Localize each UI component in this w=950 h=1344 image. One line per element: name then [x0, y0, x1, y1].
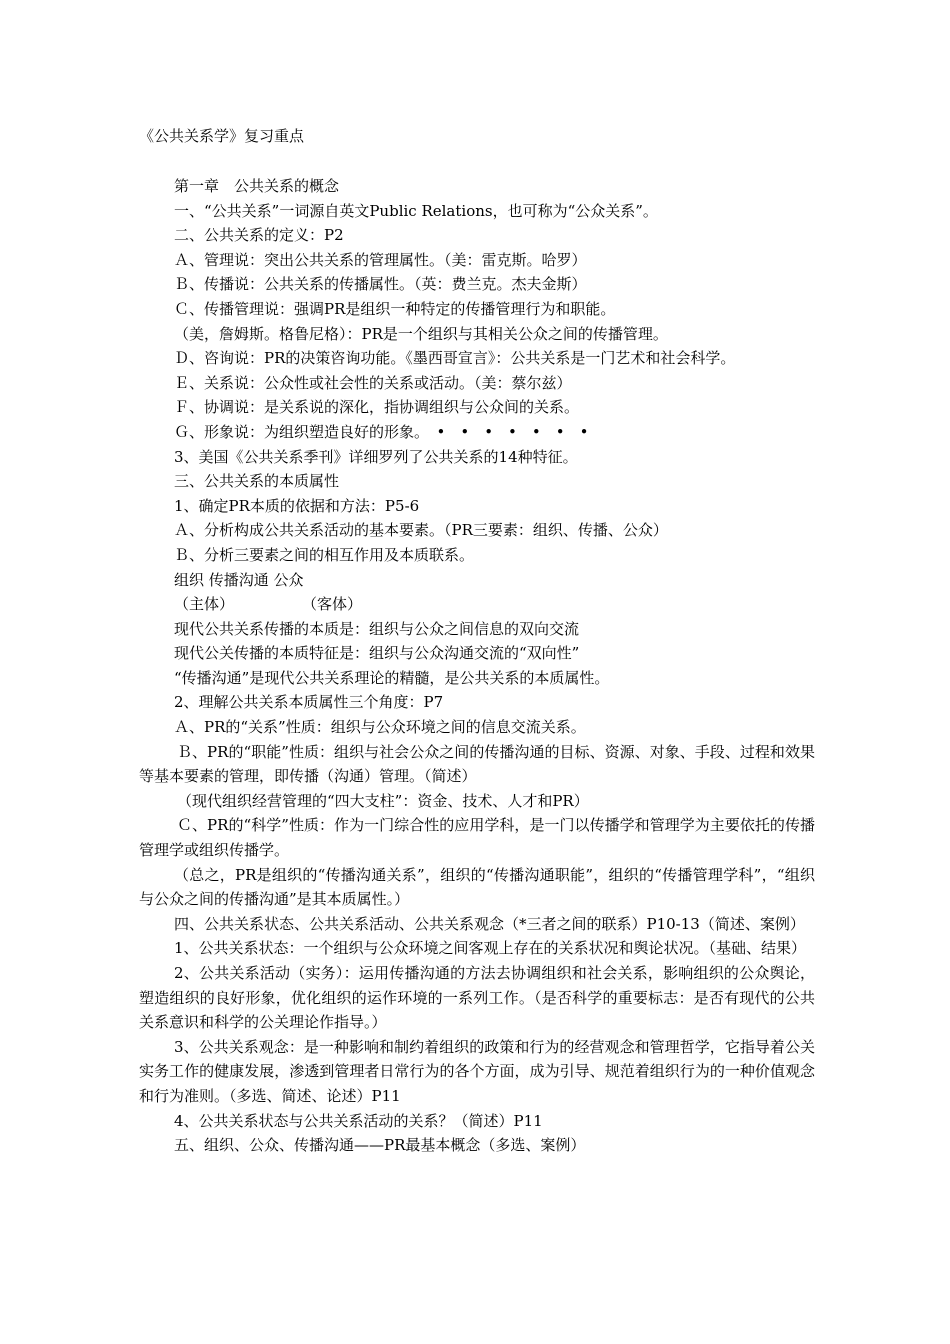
text-line: 一、“公共关系”一词源自英文Public Relations，也可称为“公众关系”。 — [174, 201, 658, 220]
text-line: Ａ、PR的“关系”性质：组织与公众环境之间的信息交流关系。 — [174, 718, 586, 737]
text-line: 现代公共关系传播的本质是：组织与公众之间信息的双向交流 — [174, 619, 580, 638]
text-line: Ｆ、协调说：是关系说的深化，指协调组织与公众间的关系。 — [174, 398, 580, 417]
paragraph: （总之，PR是组织的“传播沟通关系”，组织的“传播沟通职能”，组织的“传播管理学科”，“组织与公众之间的传播沟通”是其本质属性。） — [139, 865, 815, 909]
role-labels-line — [139, 592, 815, 617]
paragraph: Ｂ、PR的“职能”性质：组织与社会公众之间的传播沟通的目标、资源、对象、手段、过程和效果等基本要素的管理，即传播（沟通）管理。（简述） — [139, 742, 815, 786]
text-line: 3、美国《公共关系季刊》详细罗列了公共关系的14种特征。 — [174, 447, 578, 466]
text-line: Ａ、分析构成公共关系活动的基本要素。（PR三要素：组织、传播、公众） — [174, 521, 668, 540]
paragraph: （现代组织经营管理的“四大支柱”：资金、技术、人才和PR） — [177, 791, 589, 810]
text-line: Ｅ、关系说：公众性或社会性的关系或活动。（美：蔡尔兹） — [174, 373, 572, 392]
text-line: Ｃ、传播管理说：强调PR是组织一种特定的传播管理行为和职能。 — [174, 299, 616, 318]
text-line: 组织 传播沟通 公众 — [174, 570, 304, 589]
text-line: “传播沟通”是现代公共关系理论的精髓，是公共关系的本质属性。 — [174, 668, 610, 687]
text-line: 2、理解公共关系本质属性三个角度：P7 — [174, 693, 444, 712]
paragraph: 1、公共关系状态：一个组织与公众环境之间客观上存在的关系状况和舆论状况。（基础、结果） — [174, 939, 807, 958]
paragraph: 2、公共关系活动（实务）：运用传播沟通的方法去协调组织和社会关系，影响组织的公众舆论，塑造组织的良好形象，优化组织的运作环境的一系列工作。（是否科学的重要标志：是否有现代的公共关系意识和科学的公关理论作指导。） — [139, 964, 815, 1032]
text-line: Ｇ、形象说：为组织塑造良好的形象。 • • • • • • • — [174, 422, 589, 441]
section-heading: 五、组织、公众、传播沟通——PR最基本概念（多选、案例） — [174, 1136, 586, 1155]
text-line: 1、确定PR本质的依据和方法：P5-6 — [174, 496, 420, 515]
paragraph: 4、公共关系状态与公共关系活动的关系？（简述）P11 — [174, 1111, 543, 1130]
subject-label: （主体） — [174, 595, 235, 614]
text-line: Ｂ、传播说：公共关系的传播属性。（英：费兰克。杰夫金斯） — [174, 275, 587, 294]
paragraph: 3、公共关系观念：是一种影响和制约着组织的政策和行为的经营观念和管理哲学，它指导着公关实务工作的健康发展，渗透到管理者日常行为的各个方面，成为引导、规范着组织行为的一种价值观念和行为准则。（多选、简述、论述）P11 — [139, 1037, 815, 1105]
text-line: Ａ、管理说：突出公共关系的管理属性。（美：雷克斯。哈罗） — [174, 250, 587, 269]
section-heading: 三、公共关系的本质属性 — [174, 472, 340, 491]
chapter-heading: 第一章 公共关系的概念 — [174, 177, 340, 195]
section-heading: 四、公共关系状态、公共关系活动、公共关系观念（*三者之间的联系）P10-13（简述、案例） — [174, 914, 805, 933]
section-heading: 二、公共关系的定义：P2 — [174, 226, 344, 245]
document-title: 《公共关系学》复习重点 — [139, 127, 305, 145]
text-line: 现代公关传播的本质特征是：组织与公众沟通交流的“双向性” — [174, 644, 580, 663]
text-line: Ｄ、咨询说：PR的决策咨询功能。《墨西哥宣言》：公共关系是一门艺术和社会科学。 — [174, 349, 736, 368]
paragraph: Ｃ、PR的“科学”性质：作为一门综合性的应用学科，是一门以传播学和管理学为主要依托的传播管理学或组织传播学。 — [139, 816, 815, 860]
text-line: Ｂ、分析三要素之间的相互作用及本质联系。 — [174, 545, 475, 564]
document-body — [139, 174, 815, 1158]
object-label: （客体） — [302, 595, 363, 614]
text-line: （美，詹姆斯。格鲁尼格）：PR是一个组织与其相关公众之间的传播管理。 — [174, 324, 668, 343]
